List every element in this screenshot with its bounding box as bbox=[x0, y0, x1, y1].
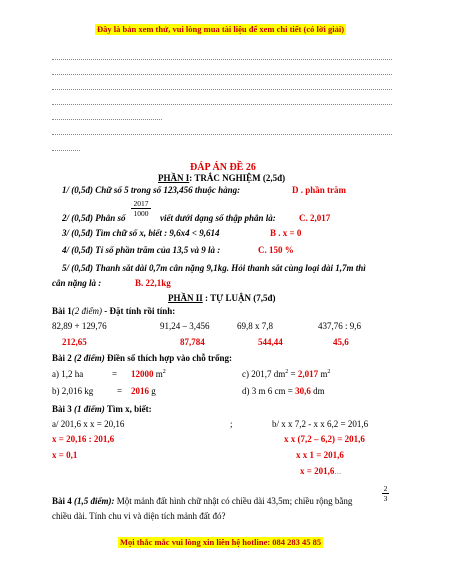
bai1-heading bbox=[52, 306, 175, 317]
bai4-label: Bài 4 bbox=[52, 496, 72, 506]
bai1-label: Bài 1 bbox=[52, 306, 72, 316]
fraction-numerator: 2 bbox=[383, 484, 388, 493]
bai2-a-unit: m bbox=[153, 369, 163, 379]
bai2-d-prefix: d) 3 m 6 cm = bbox=[242, 386, 296, 396]
bai2-b-equals: = bbox=[117, 386, 123, 396]
fraction-2-3 bbox=[382, 484, 389, 503]
bai3-a-line2: x = 20,16 : 201,6 bbox=[52, 434, 115, 444]
dotted-line bbox=[52, 89, 392, 90]
bai3-b-line4-value: x = 201,6 bbox=[300, 466, 335, 476]
bai2-d bbox=[242, 386, 325, 397]
bai1-problem-1: 82,89 + 129,76 bbox=[52, 321, 107, 331]
bai1-problem-3: 69,8 x 7,8 bbox=[237, 321, 273, 331]
bai3-points: (1 điểm) bbox=[71, 404, 105, 414]
question-2-answer: C. 2,017 bbox=[299, 213, 331, 223]
preview-notice-banner: Đây là bản xem thử, vui lòng mua tài liệu để xem chi tiết (có lời giải) bbox=[97, 24, 345, 34]
bai1-title: - Đặt tính rồi tính: bbox=[102, 306, 176, 316]
bai2-c: c) 201,7 $dm^2 = 2,017$ $m^2$ bbox=[242, 369, 331, 379]
question-5-answer: B. 22,1kg bbox=[135, 278, 171, 288]
fraction-denominator: 1000 bbox=[131, 208, 151, 218]
question-5-line1: 5/ (0,5đ) Thanh sắt dài 0,7m cân nặng 9,1kg. Hỏi thanh sắt cùng loại dài 1,7m thì bbox=[62, 263, 366, 273]
question-4-answer: C. 150 % bbox=[258, 245, 294, 255]
question-2-prefix: 2/ (0,5đ) Phân số bbox=[62, 213, 126, 223]
bai2-heading bbox=[52, 353, 232, 364]
dotted-line bbox=[52, 119, 162, 120]
fraction-denominator: 3 bbox=[383, 494, 388, 503]
hotline-banner: Mọi thắc mắc vui lòng xin liên hệ hotline: 084 283 45 85 bbox=[120, 537, 322, 547]
part2-heading bbox=[168, 293, 276, 304]
dotted-line bbox=[52, 134, 392, 135]
question-4: 4/ (0,5đ) Tỉ số phần trăm của 13,5 và 9 là : bbox=[62, 245, 221, 255]
question-3: 3/ (0,5đ) Tìm chữ số x, biết : 9,6x4 < 9,614 bbox=[62, 228, 220, 238]
part2-label: PHẦN II bbox=[168, 293, 203, 303]
bai2-b bbox=[131, 386, 156, 397]
bai3-title: Tìm x, biết: bbox=[104, 404, 152, 414]
part1-label: PHẦN I bbox=[158, 173, 190, 183]
bai1-answer-4: 45,6 bbox=[333, 337, 349, 347]
bai2-d-unit: dm bbox=[310, 386, 325, 396]
question-2-suffix: viết dưới dạng số thập phân là: bbox=[160, 213, 276, 223]
bai2-b-prefix: b) 2,016 kg bbox=[52, 386, 94, 396]
bai2-a-answer: 12000 bbox=[131, 369, 154, 379]
bai1-points: (2 điểm) bbox=[71, 306, 103, 316]
bai2-c-prefix: c) 201,7 dm bbox=[242, 369, 286, 379]
question-1: 1/ (0,5đ) Chữ số 5 trong số 123,456 thuộc hàng: bbox=[62, 185, 241, 195]
bai3-b-line1: b/ x x 7,2 - x x 6,2 = 201,6 bbox=[272, 419, 369, 429]
bai3-heading bbox=[52, 404, 152, 415]
bai1-problem-4: 437,76 : 9,6 bbox=[318, 321, 362, 331]
bai1-answer-3: 544,44 bbox=[258, 337, 283, 347]
dotted-line bbox=[52, 104, 392, 105]
bai1-problem-2: 91,24 – 3,456 bbox=[160, 321, 210, 331]
bai4-text1: Một mảnh đất hình chữ nhật có chiều dài 43,5m; chiều rộng bằng bbox=[114, 496, 353, 506]
answer-key-title: ĐÁP ÁN ĐỀ 26 bbox=[190, 162, 256, 173]
part1-heading bbox=[158, 173, 285, 184]
bai4-line2: chiều dài. Tính chu vi và diện tích mảnh đất đó? bbox=[52, 511, 226, 521]
bai4-line1 bbox=[52, 496, 352, 507]
bai2-points: (2 điểm) bbox=[71, 353, 105, 363]
bai2-c-answer: 2,017 bbox=[297, 369, 319, 379]
bai2-a-equals: = bbox=[112, 369, 118, 379]
bai3-b-line4-dots: ... bbox=[334, 466, 342, 476]
bai3-label: Bài 3 bbox=[52, 404, 72, 414]
bai1-answer-2: 87,784 bbox=[180, 337, 205, 347]
bai3-b-line4 bbox=[300, 466, 341, 477]
bai2-label: Bài 2 bbox=[52, 353, 72, 363]
fraction-2017-1000 bbox=[131, 199, 151, 218]
fraction-numerator: 2017 bbox=[133, 199, 149, 208]
part1-heading-rest: : TRẮC NGHIỆM (2,5đ) bbox=[189, 173, 286, 183]
dotted-line bbox=[52, 59, 392, 60]
dotted-line bbox=[52, 150, 80, 151]
bai3-a-line3: x = 0,1 bbox=[52, 450, 78, 460]
bai3-b-line2: x x (7,2 – 6,2) = 201,6 bbox=[284, 434, 365, 444]
part2-heading-rest: : TỰ LUẬN (7,5đ) bbox=[202, 293, 276, 303]
bai4-points: (1,5 điểm): bbox=[71, 496, 115, 506]
bai2-title: Điền số thích hợp vào chỗ trống: bbox=[104, 353, 233, 363]
bai2-c-equals: = bbox=[288, 369, 298, 379]
bai2-a: 12000 $m^2$ bbox=[131, 369, 166, 379]
bai2-a-prefix: a) 1,2 ha bbox=[52, 369, 84, 379]
bai1-answer-1: 212,65 bbox=[62, 337, 87, 347]
question-3-answer: B . x = 0 bbox=[270, 228, 302, 238]
bai3-semicolon: ; bbox=[230, 419, 233, 429]
bai3-b-line3: x x 1 = 201,6 bbox=[296, 450, 344, 460]
bai2-b-unit: g bbox=[149, 386, 156, 396]
dotted-line bbox=[52, 74, 392, 75]
bai2-d-answer: 30,6 bbox=[295, 386, 311, 396]
question-1-answer: D . phần trăm bbox=[292, 185, 347, 195]
bai2-c-unit: m bbox=[318, 369, 328, 379]
bai2-b-answer: 2016 bbox=[131, 386, 149, 396]
question-5-line2: cân nặng là : bbox=[52, 278, 102, 288]
bai3-a-line1: a/ 201,6 x x = 20,16 bbox=[52, 419, 125, 429]
